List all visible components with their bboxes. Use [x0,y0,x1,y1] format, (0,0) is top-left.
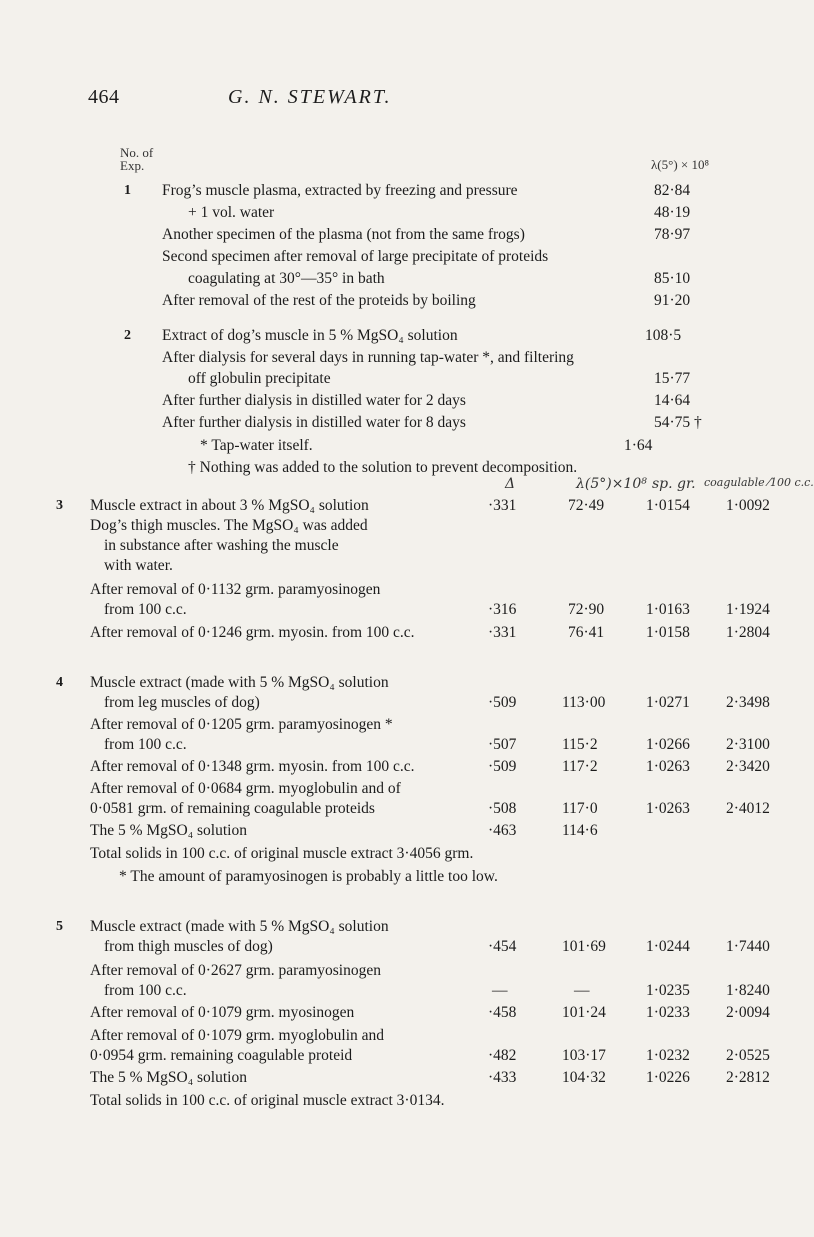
handwritten-annotation: Δ [505,476,516,492]
cell-spgr: 1·0232 [646,1047,690,1064]
cell-delta: ·331 [488,624,517,641]
cell-lambda: 101·24 [562,1004,606,1021]
table-row-label: After removal of 0·1205 grm. paramyosinogen * [90,716,393,733]
cell-lambda: 101·69 [562,938,606,955]
exp2-value: 15·77 [654,370,691,387]
table-row-label: Muscle extract in about 3 % MgSO₄ solution [90,497,369,514]
cell-lambda: 117·0 [562,800,598,817]
cell-delta: — [492,982,508,999]
exp2-line: Extract of dog’s muscle in 5 % MgSO₄ solution [162,327,458,344]
exp2-value: 14·64 [654,392,691,409]
cell-solids: 1·1924 [726,601,770,618]
cell-delta: ·509 [488,694,517,711]
footnote: * Tap-water itself. [200,437,313,454]
cell-delta: ·331 [488,497,517,514]
total-line: Total solids in 100 c.c. of original muscle extract 3·4056 grm. [90,845,474,862]
cell-spgr: 1·0235 [646,982,690,999]
exp-number: 1 [124,183,131,198]
table-row-label: After removal of 0·1079 grm. myosinogen [90,1004,355,1021]
exp-number: 5 [56,919,63,934]
cell-lambda: 76·41 [568,624,605,641]
table-row-label: After removal of 0·1348 grm. myosin. from 100 c.c. [90,758,415,775]
no-label: No. of [120,145,154,160]
cell-spgr: 1·0163 [646,601,690,618]
cell-lambda: 117·2 [562,758,598,775]
footnote: * The amount of paramyosinogen is probably a little too low. [119,868,498,885]
cell-lambda: 115·2 [562,736,598,753]
table-row-label: Muscle extract (made with 5 % MgSO₄ solution [90,918,389,935]
cell-delta: ·463 [488,822,517,839]
cell-solids: 2·3100 [726,736,770,753]
table-row-label: The 5 % MgSO₄ solution [90,822,247,839]
cell-delta: ·507 [488,736,517,753]
table-row-label: from 100 c.c. [104,601,187,618]
exp1-line: Another specimen of the plasma (not from the same frogs) [162,226,525,243]
cell-lambda: 113·00 [562,694,606,711]
total-line: Total solids in 100 c.c. of original muscle extract 3·0134. [90,1092,445,1109]
table-row-label: After removal of 0·1246 grm. myosin. from 100 c.c. [90,624,415,641]
exp2-line: After dialysis for several days in running tap-water *, and filtering [162,349,574,366]
cell-lambda: 72·49 [568,497,605,514]
cell-solids: 2·3420 [726,758,770,775]
cell-spgr: 1·0266 [646,736,690,753]
cell-spgr: 1·0271 [646,694,690,711]
exp1-line: coagulating at 30°—35° in bath [188,270,385,287]
exp-number: 4 [56,675,63,690]
cell-delta: ·508 [488,800,517,817]
cell-spgr: 1·0158 [646,624,690,641]
cell-spgr: 1·0154 [646,497,690,514]
cell-lambda: 72·90 [568,601,605,618]
cell-solids: 2·2812 [726,1069,770,1086]
exp1-line: Second specimen after removal of large precipitate of proteids [162,248,549,265]
cell-lambda: 104·32 [562,1069,606,1086]
cell-solids: 1·7440 [726,938,770,955]
cell-spgr: 1·0226 [646,1069,690,1086]
cell-spgr: 1·0233 [646,1004,690,1021]
table-row-label: After removal of 0·2627 grm. paramyosinogen [90,962,381,979]
cell-delta: ·433 [488,1069,517,1086]
exp2-value: 54·75 † [654,414,702,431]
page-number: 464 [88,86,120,108]
exp1-value: 78·97 [654,226,691,243]
table-row-label: 0·0954 grm. remaining coagulable proteid [90,1047,353,1064]
cell-lambda: 103·17 [562,1047,606,1064]
note-line: with water. [104,557,173,574]
table-row-label: from 100 c.c. [104,736,187,753]
cell-lambda: — [574,982,590,999]
cell-solids: 2·0525 [726,1047,770,1064]
cell-delta: ·509 [488,758,517,775]
exp2-value: 108·5 [645,327,682,344]
exp1-value: 85·10 [654,270,691,287]
note-line: Dog’s thigh muscles. The MgSO₄ was added [90,517,368,534]
cell-spgr: 1·0263 [646,800,690,817]
cell-spgr: 1·0263 [646,758,690,775]
exp1-line: After removal of the rest of the proteids by boiling [162,292,476,309]
cell-delta: ·458 [488,1004,517,1021]
cell-solids: 2·3498 [726,694,770,711]
handwritten-annotation: coagulable ⁄100 c.c. [704,476,814,489]
exp2-line: After further dialysis in distilled water for 2 days [162,392,466,409]
table-row-label: from 100 c.c. [104,982,187,999]
handwritten-annotation: λ(5°)×10⁸ [576,476,647,492]
table-row-label: After removal of 0·1079 grm. myoglobulin and [90,1027,385,1044]
note-line: in substance after washing the muscle [104,537,339,554]
exp1-value: 82·84 [654,182,691,199]
table-row-label: After removal of 0·0684 grm. myoglobulin and of [90,780,401,797]
exp-label: Exp. [120,158,145,173]
table-row-label: Muscle extract (made with 5 % MgSO₄ solution [90,674,389,691]
exp1-value: 91·20 [654,292,691,309]
table-row-label: from leg muscles of dog) [104,694,260,711]
cell-solids: 2·4012 [726,800,770,817]
cell-spgr: 1·0244 [646,938,690,955]
handwritten-annotation: sp. gr. [652,476,696,492]
exp2-line: After further dialysis in distilled water for 8 days [162,414,466,431]
cell-delta: ·482 [488,1047,517,1064]
table-row-label: The 5 % MgSO₄ solution [90,1069,247,1086]
exp-number: 3 [56,498,63,513]
table-row-label: from thigh muscles of dog) [104,938,273,955]
table-row-label: 0·0581 grm. of remaining coagulable proteids [90,800,375,817]
exp-number: 2 [124,328,131,343]
cell-solids: 1·8240 [726,982,770,999]
table-row-label: After removal of 0·1132 grm. paramyosinogen [90,581,381,598]
exp1-line: + 1 vol. water [188,204,275,221]
running-head: G. N. STEWART. [228,86,392,108]
footnote: † Nothing was added to the solution to prevent decomposition. [188,459,578,476]
exp1-line: Frog’s muscle plasma, extracted by freezing and pressure [162,182,518,199]
cell-delta: ·454 [488,938,517,955]
footnote-value: 1·64 [624,437,653,454]
cell-lambda: 114·6 [562,822,598,839]
lambda-header: λ(5°) × 10⁸ [651,157,710,172]
cell-solids: 1·0092 [726,497,770,514]
exp1-value: 48·19 [654,204,691,221]
cell-solids: 1·2804 [726,624,770,641]
cell-delta: ·316 [488,601,517,618]
cell-solids: 2·0094 [726,1004,770,1021]
exp2-line: off globulin precipitate [188,370,331,387]
